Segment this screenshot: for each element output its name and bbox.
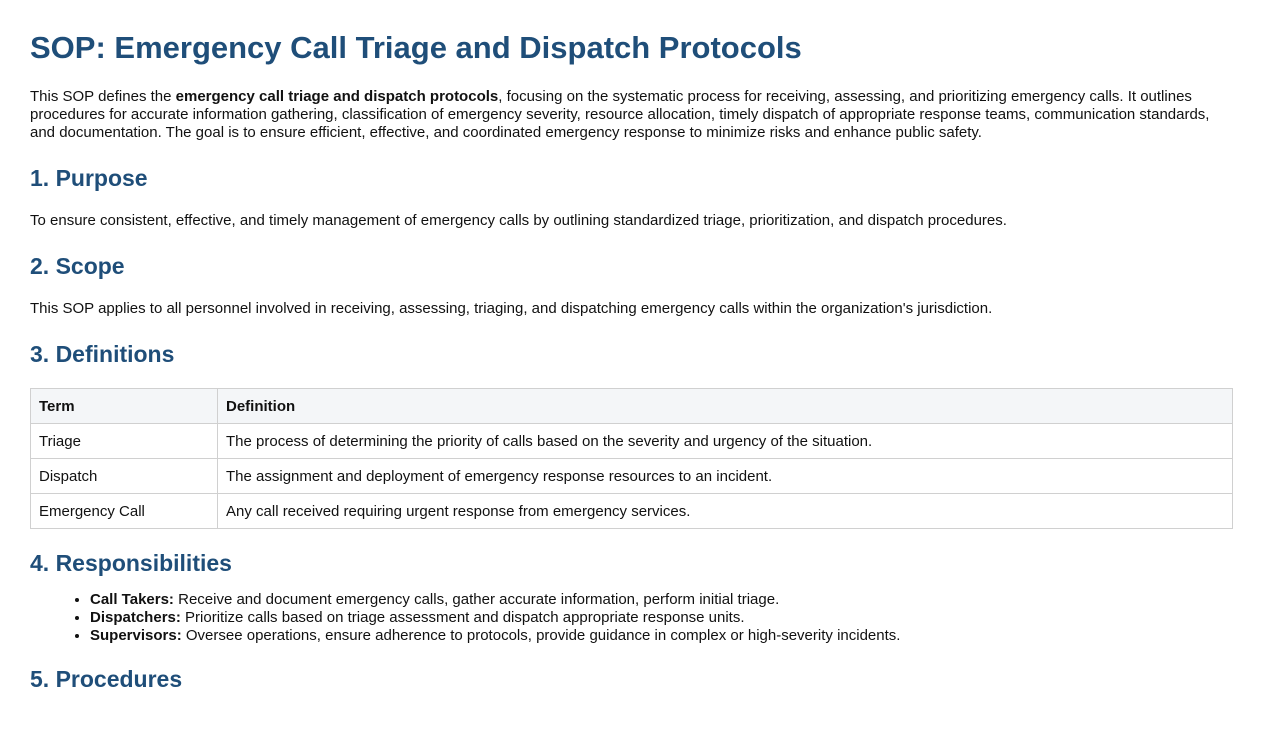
definition-cell: Any call received requiring urgent response from emergency services.	[218, 494, 1233, 529]
table-row	[31, 494, 1233, 529]
list-item	[90, 609, 1233, 627]
role-description: Prioritize calls based on triage assessment and dispatch appropriate response units.	[180, 609, 745, 626]
term-cell: Dispatch	[31, 459, 218, 494]
responsibilities-heading: 4. Responsibilities	[30, 550, 232, 576]
intro-paragraph	[30, 88, 1220, 142]
page-title: SOP: Emergency Call Triage and Dispatch Protocols	[30, 30, 802, 65]
intro-text-before: This SOP defines the	[30, 88, 176, 105]
procedures-heading: 5. Procedures	[30, 666, 183, 692]
definition-cell: The assignment and deployment of emergency response resources to an incident.	[218, 459, 1233, 494]
table-row	[31, 424, 1233, 459]
term-cell: Emergency Call	[31, 494, 218, 529]
column-header-term: Term	[31, 389, 218, 424]
term-cell: Triage	[31, 424, 218, 459]
role-label: Call Takers:	[90, 591, 174, 608]
table-header-row	[31, 389, 1233, 424]
definitions-heading: 3. Definitions	[30, 341, 175, 367]
definitions-table	[30, 388, 1233, 529]
role-description: Oversee operations, ensure adherence to protocols, provide guidance in complex or high-severity incidents.	[181, 627, 901, 644]
purpose-heading: 1. Purpose	[30, 165, 148, 191]
definition-cell: The process of determining the priority of calls based on the severity and urgency of the situation.	[218, 424, 1233, 459]
scope-text: This SOP applies to all personnel involved in receiving, assessing, triaging, and dispatching emergency calls within the organization's jurisdiction.	[30, 300, 993, 317]
scope-heading: 2. Scope	[30, 253, 125, 279]
responsibilities-list	[30, 591, 1233, 645]
intro-text-after: , focusing on the systematic process for receiving, assessing, and prioritizing emergency calls. It outlines procedures for accurate information gathering, classification of emergency severity, resource allocation, timely dispatch of appropriate response teams, communication standards, and documentation. The goal is to ensure efficient, effective, and coordinated emergency response to minimize risks and enhance public safety.	[30, 88, 1210, 141]
role-description: Receive and document emergency calls, gather accurate information, perform initial triage.	[173, 591, 780, 608]
table-row	[31, 459, 1233, 494]
role-label: Dispatchers:	[90, 609, 181, 626]
list-item	[90, 627, 1233, 645]
column-header-definition: Definition	[218, 389, 1233, 424]
list-item	[90, 591, 1233, 609]
role-label: Supervisors:	[90, 627, 182, 644]
purpose-text: To ensure consistent, effective, and timely management of emergency calls by outlining standardized triage, prioritization, and dispatch procedures.	[30, 212, 1007, 229]
intro-text-bold: emergency call triage and dispatch protocols	[175, 88, 499, 105]
